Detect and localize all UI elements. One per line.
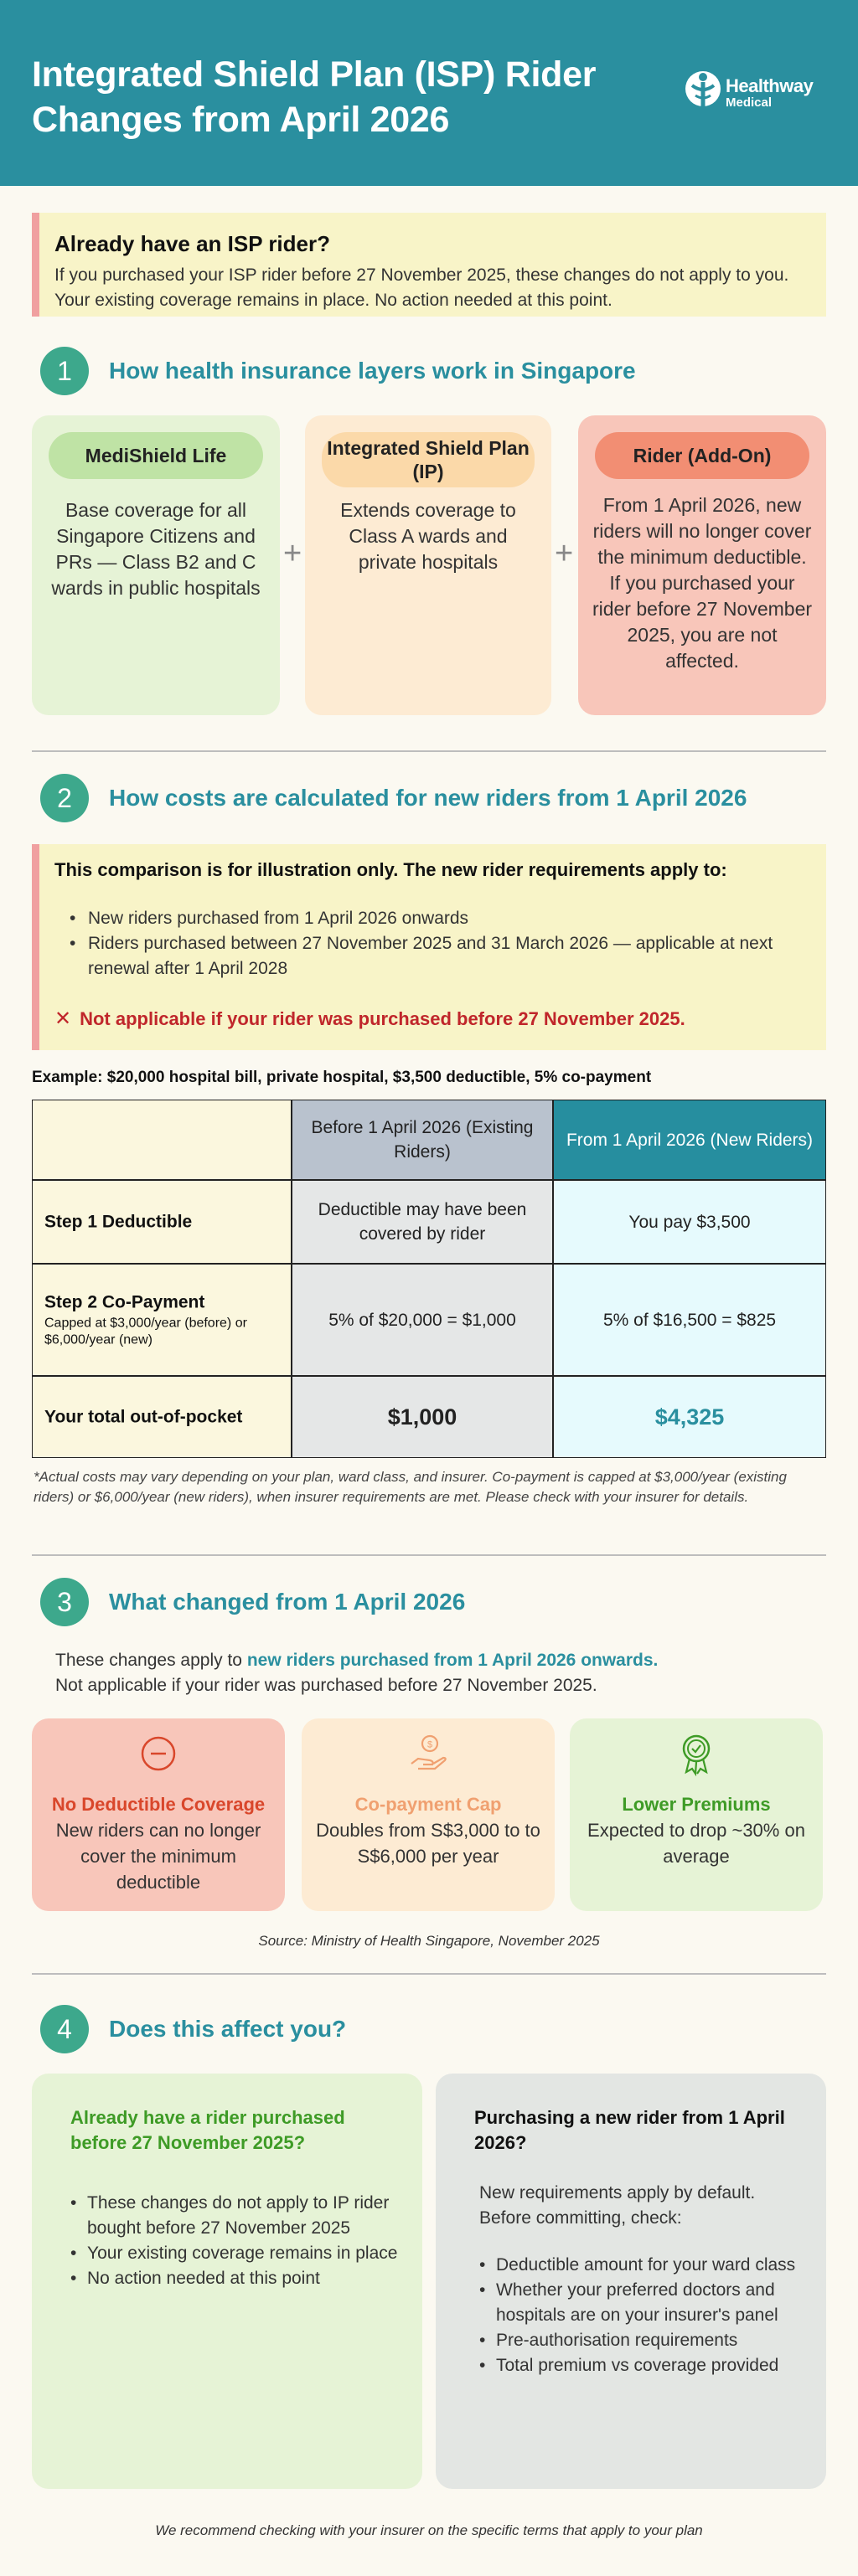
change-description: Doubles from S$3,000 to to S$6,000 per year xyxy=(316,1820,540,1867)
change-title: Co-payment Cap xyxy=(354,1794,502,1815)
section-2-title: How costs are calculated for new riders from 1 April 2026 xyxy=(109,785,747,811)
new-rider-card xyxy=(436,2074,826,2489)
table-cell xyxy=(292,1376,553,1458)
step-2-badge: 2 xyxy=(40,774,89,822)
logo-text-medical: Medical xyxy=(726,95,773,110)
total-before: $1,000 xyxy=(387,1404,457,1430)
example-caption: Example: $20,000 hospital bill, private hospital, $3,500 deductible, 5% co-payment xyxy=(32,1069,652,1086)
cell-after: You pay $3,500 xyxy=(628,1212,751,1232)
total-after: $4,325 xyxy=(654,1404,725,1430)
card-description: Base coverage for all Singapore Citizens and PRs — Class B2 and C wards in public hospitals xyxy=(51,499,261,599)
card-description: From 1 April 2026, new riders will no longer cover the minimum deductible. If you purchased your rider before 27 November 2025, you are not affected. xyxy=(592,494,813,672)
list-item: • No action needed at this point xyxy=(70,2266,406,2291)
row-label-sub: Capped at $3,000/year (before) or $6,000/year (new) xyxy=(44,1316,247,1347)
list-item: • Riders purchased between 27 November 2025 and 31 March 2026 — applicable at next renewal after 1 April 2028 xyxy=(70,931,807,981)
existing-rider-list xyxy=(70,2191,406,2291)
list-item: • New riders purchased from 1 April 2026 onwards xyxy=(70,906,807,931)
integrated-shield-plan-card xyxy=(305,415,551,715)
row-label-text: Step 2 Co-Payment xyxy=(44,1292,205,1312)
healthway-logo xyxy=(684,67,835,114)
notice-title: Already have an ISP rider? xyxy=(54,231,330,256)
not-applicable-warning xyxy=(54,1007,685,1031)
plus-sign: + xyxy=(283,536,302,571)
existing-rider-title: Already have a rider purchased before 27 November 2025? xyxy=(70,2107,345,2153)
table-cell xyxy=(553,1180,826,1264)
warning-text: Not applicable if your rider was purchased before 27 November 2025. xyxy=(80,1008,685,1029)
step-1-badge: 1 xyxy=(40,347,89,395)
change-title: No Deductible Coverage xyxy=(51,1794,266,1815)
svg-text:$: $ xyxy=(426,1739,433,1750)
change-description: Expected to drop ~30% on average xyxy=(587,1820,805,1867)
list-item: • Total premium vs coverage provided xyxy=(479,2353,806,2378)
table-row-label xyxy=(32,1376,292,1458)
step-4-badge: 4 xyxy=(40,2005,89,2053)
page-header xyxy=(0,0,858,186)
intro-prefix: These changes apply to xyxy=(55,1651,247,1670)
medishield-life-card xyxy=(32,415,280,715)
step-3-badge: 3 xyxy=(40,1578,89,1626)
header-after-text: From 1 April 2026 (New Riders) xyxy=(566,1130,814,1150)
table-cell xyxy=(292,1264,553,1376)
minus-circle-icon xyxy=(135,1730,182,1777)
plus-sign: + xyxy=(555,536,574,571)
list-item: • Pre-authorisation requirements xyxy=(479,2328,806,2353)
closing-recommendation: We recommend checking with your insurer on the specific terms that apply to your plan xyxy=(155,2522,703,2538)
list-item: • Your existing coverage remains in place xyxy=(70,2241,406,2266)
source-citation: Source: Ministry of Health Singapore, November 2025 xyxy=(258,1933,600,1949)
cost-comparison-table xyxy=(32,1100,826,1458)
illustration-callout xyxy=(32,844,826,1050)
table-cell xyxy=(553,1376,826,1458)
header-before-text: Before 1 April 2026 (Existing Riders) xyxy=(311,1118,534,1162)
intro-highlight: new riders purchased from 1 April 2026 onwards. xyxy=(246,1651,659,1670)
table-cell xyxy=(292,1180,553,1264)
section-4-title: Does this affect you? xyxy=(109,2016,347,2042)
cross-icon: ✕ xyxy=(54,1007,72,1030)
hand-coin-icon xyxy=(405,1730,452,1777)
section-divider xyxy=(32,1973,826,1975)
existing-rider-notice xyxy=(32,213,826,317)
new-rider-title: Purchasing a new rider from 1 April 2026? xyxy=(474,2107,785,2153)
healthway-logo-icon xyxy=(684,67,722,114)
cost-footnote: *Actual costs may vary depending on your plan, ward class, and insurer. Co-payment is capped at $3,000/year (existing riders) or $6,000/year (new riders), when insurer requirements are met. Please check with your insurer for details. xyxy=(34,1469,787,1505)
table-header-before xyxy=(292,1100,553,1180)
list-item: • Whether your preferred doctors and hospitals are on your insurer's panel xyxy=(479,2278,806,2328)
cell-after: 5% of $16,500 = $825 xyxy=(602,1310,777,1330)
card-pill-title: MediShield Life xyxy=(49,432,263,479)
section-3-intro xyxy=(55,1648,809,1698)
applies-to-list xyxy=(70,906,807,981)
table-row-label xyxy=(32,1180,292,1264)
rider-addon-card xyxy=(578,415,826,715)
cell-before: 5% of $20,000 = $1,000 xyxy=(328,1310,516,1330)
new-rider-intro: New requirements apply by default. Before committing, check: xyxy=(479,2183,756,2228)
award-badge-icon xyxy=(673,1730,720,1777)
logo-text-healthway: Healthway xyxy=(726,75,814,96)
change-description: New riders can no longer cover the minimum deductible xyxy=(55,1820,261,1893)
table-cell xyxy=(553,1264,826,1376)
intro-suffix: Not applicable if your rider was purchased before 27 November 2025. xyxy=(55,1676,597,1695)
list-item: • These changes do not apply to IP rider bought before 27 November 2025 xyxy=(70,2191,406,2241)
card-pill-title: Rider (Add-On) xyxy=(595,432,809,479)
cell-before: Deductible may have been covered by rider xyxy=(318,1200,527,1244)
no-deductible-card xyxy=(32,1718,285,1911)
existing-rider-card xyxy=(32,2074,422,2489)
page-title: Integrated Shield Plan (ISP) Rider Changes from April 2026 xyxy=(32,54,597,140)
section-1-title: How health insurance layers work in Singapore xyxy=(109,358,636,384)
list-item: • Deductible amount for your ward class xyxy=(479,2253,806,2278)
section-3-title: What changed from 1 April 2026 xyxy=(109,1589,466,1615)
table-row-label xyxy=(32,1264,292,1376)
section-divider xyxy=(32,1554,826,1556)
callout-title: This comparison is for illustration only. The new rider requirements apply to: xyxy=(54,859,727,880)
card-description: Extends coverage to Class A wards and private hospitals xyxy=(340,499,516,573)
change-title: Lower Premiums xyxy=(622,1794,771,1815)
row-label-total: Your total out-of-pocket xyxy=(44,1407,243,1427)
card-pill-title: Integrated Shield Plan (IP) xyxy=(322,432,535,487)
section-divider xyxy=(32,750,826,752)
table-header-empty xyxy=(32,1100,292,1180)
row-label-copayment xyxy=(44,1291,279,1349)
table-header-after xyxy=(553,1100,826,1180)
row-label-deductible: Step 1 Deductible xyxy=(44,1212,193,1232)
lower-premiums-card xyxy=(570,1718,823,1911)
new-rider-checklist xyxy=(479,2253,806,2378)
notice-body: If you purchased your ISP rider before 27 November 2025, these changes do not apply to you. Your existing coverage remains in place. No action needed at this point. xyxy=(54,265,789,310)
copayment-cap-card xyxy=(302,1718,555,1911)
